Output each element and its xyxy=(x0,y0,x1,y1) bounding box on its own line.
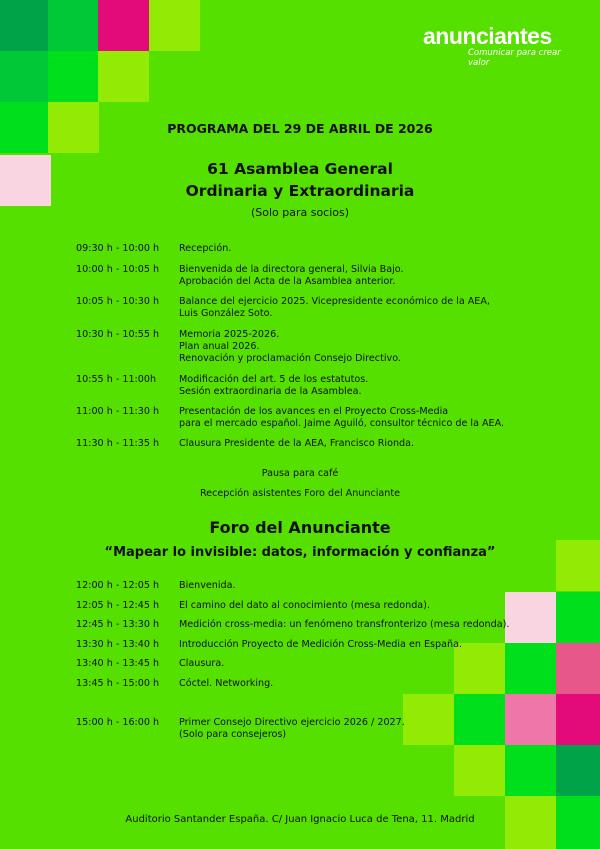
description-line: Plan anual 2026. xyxy=(179,341,260,352)
schedule-description xyxy=(179,600,539,612)
schedule-time: 13:30 h - 13:40 h xyxy=(76,639,160,650)
schedule-time: 11:00 h - 11:30 h xyxy=(76,406,160,417)
deco-square xyxy=(0,51,51,102)
assembly-title-line: 61 Asamblea General xyxy=(207,160,393,178)
deco-square xyxy=(505,745,556,796)
description-line: Primer Consejo Directivo ejercicio 2026 / 2027. xyxy=(179,717,405,728)
schedule-time: 12:05 h - 12:45 h xyxy=(76,600,160,611)
schedule-description xyxy=(179,580,539,592)
schedule-description xyxy=(179,619,539,631)
schedule-description xyxy=(179,678,539,690)
deco-square xyxy=(556,592,600,643)
reception-note: Recepción asistentes Foro del Anunciante xyxy=(199,488,401,499)
schedule-time: 10:05 h - 10:30 h xyxy=(76,296,160,307)
schedule-time: 15:00 h - 16:00 h xyxy=(76,717,160,728)
deco-square xyxy=(454,745,505,796)
schedule-time: 11:30 h - 11:35 h xyxy=(76,438,160,449)
description-line: Modificación del art. 5 de los estatutos. xyxy=(179,374,369,385)
schedule-description xyxy=(179,438,539,450)
deco-square xyxy=(48,0,99,51)
brand-logo xyxy=(423,24,583,68)
description-line: Presentación de los avances en el Proyecto Cross-Media xyxy=(179,406,449,417)
description-line: Bienvenida. xyxy=(179,580,236,591)
schedule-time: 12:00 h - 12:05 h xyxy=(76,580,160,591)
schedule-description xyxy=(179,658,539,670)
schedule-description xyxy=(179,374,539,398)
description-line: Balance del ejercicio 2025. Vicepresidente económico de la AEA, xyxy=(179,296,490,307)
deco-square xyxy=(556,643,600,694)
forum-title: Foro del Anunciante xyxy=(209,518,391,537)
description-line: Sesión extraordinaria de la Asamblea. xyxy=(179,386,362,397)
schedule-time: 12:45 h - 13:30 h xyxy=(76,619,160,630)
schedule-time: 10:30 h - 10:55 h xyxy=(76,329,160,340)
description-line: Clausura Presidente de la AEA, Francisco Rionda. xyxy=(179,438,415,449)
description-line: El camino del dato al conocimiento (mesa redonda). xyxy=(179,600,430,611)
description-line: Cóctel. Networking. xyxy=(179,678,274,689)
program-date-title: PROGRAMA DEL 29 DE ABRIL DE 2026 xyxy=(167,121,433,136)
deco-square xyxy=(149,0,200,51)
schedule-description xyxy=(179,717,539,741)
schedule-description xyxy=(179,264,539,288)
forum-subtitle: “Mapear lo invisible: datos, información y confianza” xyxy=(104,545,496,560)
description-line: Bienvenida de la directora general, Silvia Bajo. xyxy=(179,264,404,275)
schedule-description xyxy=(179,639,539,651)
schedule-time: 13:45 h - 15:00 h xyxy=(76,678,160,689)
description-line: Renovación y proclamación Consejo Directivo. xyxy=(179,353,401,364)
schedule-description xyxy=(179,406,539,430)
deco-square xyxy=(98,51,149,102)
description-line: para el mercado español. Jaime Aguiló, consultor técnico de la AEA. xyxy=(179,418,505,429)
schedule-time: 09:30 h - 10:00 h xyxy=(76,243,160,254)
deco-square xyxy=(556,694,600,745)
deco-square xyxy=(98,0,149,51)
description-line: Clausura. xyxy=(179,658,225,669)
description-line: Recepción. xyxy=(179,243,232,254)
description-line: Aprobación del Acta de la Asamblea anterior. xyxy=(179,276,396,287)
deco-square xyxy=(48,51,99,102)
assembly-title xyxy=(0,158,600,202)
assembly-subtitle: (Solo para socios) xyxy=(250,206,350,219)
venue-footer: Auditorio Santander España. C/ Juan Ignacio Luca de Tena, 11. Madrid xyxy=(125,814,475,825)
deco-square xyxy=(0,0,51,51)
schedule-description xyxy=(179,243,539,255)
assembly-title-line: Ordinaria y Extraordinaria xyxy=(185,182,415,200)
deco-square xyxy=(556,745,600,796)
description-line: Introducción Proyecto de Medición Cross-Media en España. xyxy=(179,639,463,650)
description-line: (Solo para consejeros) xyxy=(179,729,287,740)
schedule-description xyxy=(179,296,539,320)
brand-tagline: Comunicar para crear valor xyxy=(468,48,561,68)
description-line: Luis González Soto. xyxy=(179,308,273,319)
schedule-time: 10:00 h - 10:05 h xyxy=(76,264,160,275)
break-note: Pausa para café xyxy=(261,468,339,479)
schedule-description xyxy=(179,329,539,365)
schedule-time: 13:40 h - 13:45 h xyxy=(76,658,160,669)
schedule-time: 10:55 h - 11:00h xyxy=(76,374,157,385)
brand-name: anunciantes xyxy=(423,23,552,49)
description-line: Medición cross-media: un fenómeno transfronterizo (mesa redonda). xyxy=(179,619,510,630)
description-line: Memoria 2025-2026. xyxy=(179,329,280,340)
